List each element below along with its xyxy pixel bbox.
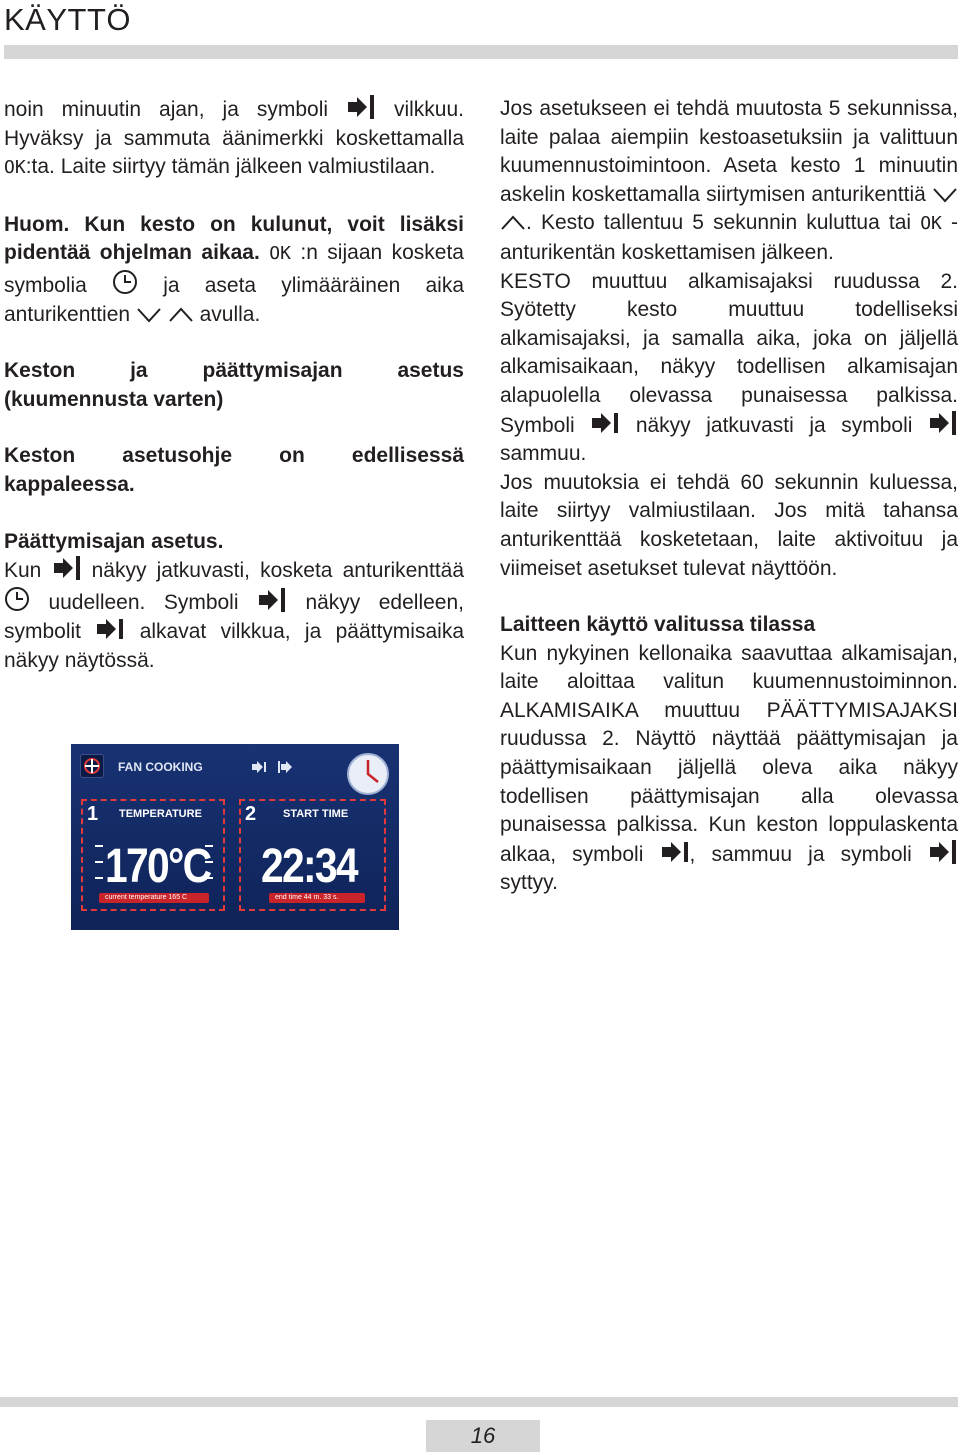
- panel-label: TEMPERATURE: [119, 808, 202, 820]
- paragraph: noin minuutin ajan, ja symboli vilkkuu. Hyväksy ja sammuta äänimerkki koskettamalla OK:ta. Laite siirtyy tämän jälkeen valmiustilaan.: [4, 95, 464, 183]
- page-number: 16: [426, 1420, 540, 1452]
- header-divider: [4, 45, 958, 59]
- ok-key: OK: [269, 243, 291, 265]
- paragraph: Huom. Kun kesto on kulunut, voit lisäksi pidentää ohjelman aikaa. OK :n sijaan kosketa symbolia ja aseta ylimääräinen aika anturikenttien avulla.: [4, 212, 464, 326]
- ok-key: OK: [4, 157, 26, 179]
- start-time-symbol-icon: [95, 617, 125, 641]
- end-time-symbol-icon: [346, 95, 376, 119]
- chevron-up-icon: [168, 306, 194, 324]
- fan-mode-icon: [80, 754, 104, 778]
- current-temperature-bar: current temperature 165 C: [99, 893, 209, 903]
- end-time-symbol-icon: [928, 840, 958, 864]
- start-time-symbol-icon: [660, 840, 690, 864]
- cooking-mode-label: FAN COOKING: [118, 760, 203, 774]
- start-time-value: 22:34: [261, 840, 357, 893]
- oven-display-illustration: [71, 744, 399, 930]
- section-heading: Keston ja päättymisajan asetus (kuumennusta varten): [4, 359, 464, 411]
- clock-icon: [346, 752, 390, 796]
- panel-label: START TIME: [283, 808, 349, 820]
- chevron-up-icon: [500, 214, 526, 232]
- clock-icon: [4, 586, 30, 612]
- panel-number: 1: [87, 803, 99, 825]
- footer-divider: [0, 1397, 958, 1407]
- chevron-down-icon: [932, 186, 958, 204]
- paragraph: Jos muutoksia ei tehdä 60 sekunnin kuluessa, laite siirtyy valmiustilaan. Jos mitä tahansa anturikenttää kosketetaan, laite aktivoituu ja viimeiset asetukset tulevat näyttöön.: [500, 470, 958, 580]
- end-time-symbol-icon: [52, 556, 82, 580]
- end-time-symbol-icon: [590, 411, 620, 435]
- section-heading: Keston asetusohje on edellisessä kappaleessa.: [4, 444, 464, 496]
- end-time-symbol-icon: [257, 588, 287, 612]
- ok-key: OK: [920, 213, 942, 235]
- start-time-panel: [239, 799, 386, 911]
- end-time-symbol-icon: [251, 760, 267, 774]
- start-time-symbol-icon: [928, 411, 958, 435]
- end-time-bar: end time 44 m. 33 s.: [269, 893, 365, 903]
- section-heading: Päättymisajan asetus.: [4, 529, 224, 553]
- panel-number: 2: [245, 803, 257, 825]
- page-title: KÄYTTÖ: [4, 2, 132, 37]
- clock-icon: [112, 269, 138, 295]
- start-time-symbol-icon: [278, 760, 294, 774]
- chevron-down-icon: [136, 306, 162, 324]
- left-column: [4, 95, 464, 676]
- paragraph: Kun näkyy jatkuvasti, kosketa anturikenttää uudelleen. Symboli näkyy edelleen, symbolit alkavat vilkkua, ja päättymisaika näkyy näytössä.: [4, 556, 464, 675]
- temperature-panel: [81, 799, 225, 911]
- section-heading: Laitteen käyttö valitussa tilassa: [500, 613, 816, 637]
- paragraph: Jos asetukseen ei tehdä muutosta 5 sekunnissa, laite palaa aiempiin kestoasetuksiin ja valittuun kuumennustoimintoon. Aseta kesto 1 minuutin askelin koskettamalla siirtymisen anturikenttiä . Kesto tallentuu 5 sekunnin kuluttua tai OK -anturikentän koskettamisen jälkeen.: [500, 97, 958, 264]
- paragraph: Kun nykyinen kellonaika saavuttaa alkamisajan, laite aloittaa valitun kuumennustoiminnon. ALKAMISAIKA muuttuu PÄÄTTYMISAJAKSI ruudussa 2. Näyttö näyttää päättymisajan ja päättymisaikaan jäljellä oleva aika näkyy todellisen päättymisajan alla olevassa punaisessa palkissa. Kun keston loppulaskenta alkaa, symboli , sammuu ja symboli syttyy.: [500, 641, 958, 895]
- temperature-value: 170°C: [105, 840, 211, 893]
- paragraph: KESTO muuttuu alkamisajaksi ruudussa 2. Syötetty kesto muuttuu todelliseksi alkamisajaksi, ja samalla aika, joka on jäljellä alkamisaikaan, näkyy todellisen alkamisajan alapuolella olevassa punaisessa palkissa. Symboli näkyy jatkuvasti ja symboli sammuu.: [500, 269, 958, 466]
- right-column: [500, 95, 958, 898]
